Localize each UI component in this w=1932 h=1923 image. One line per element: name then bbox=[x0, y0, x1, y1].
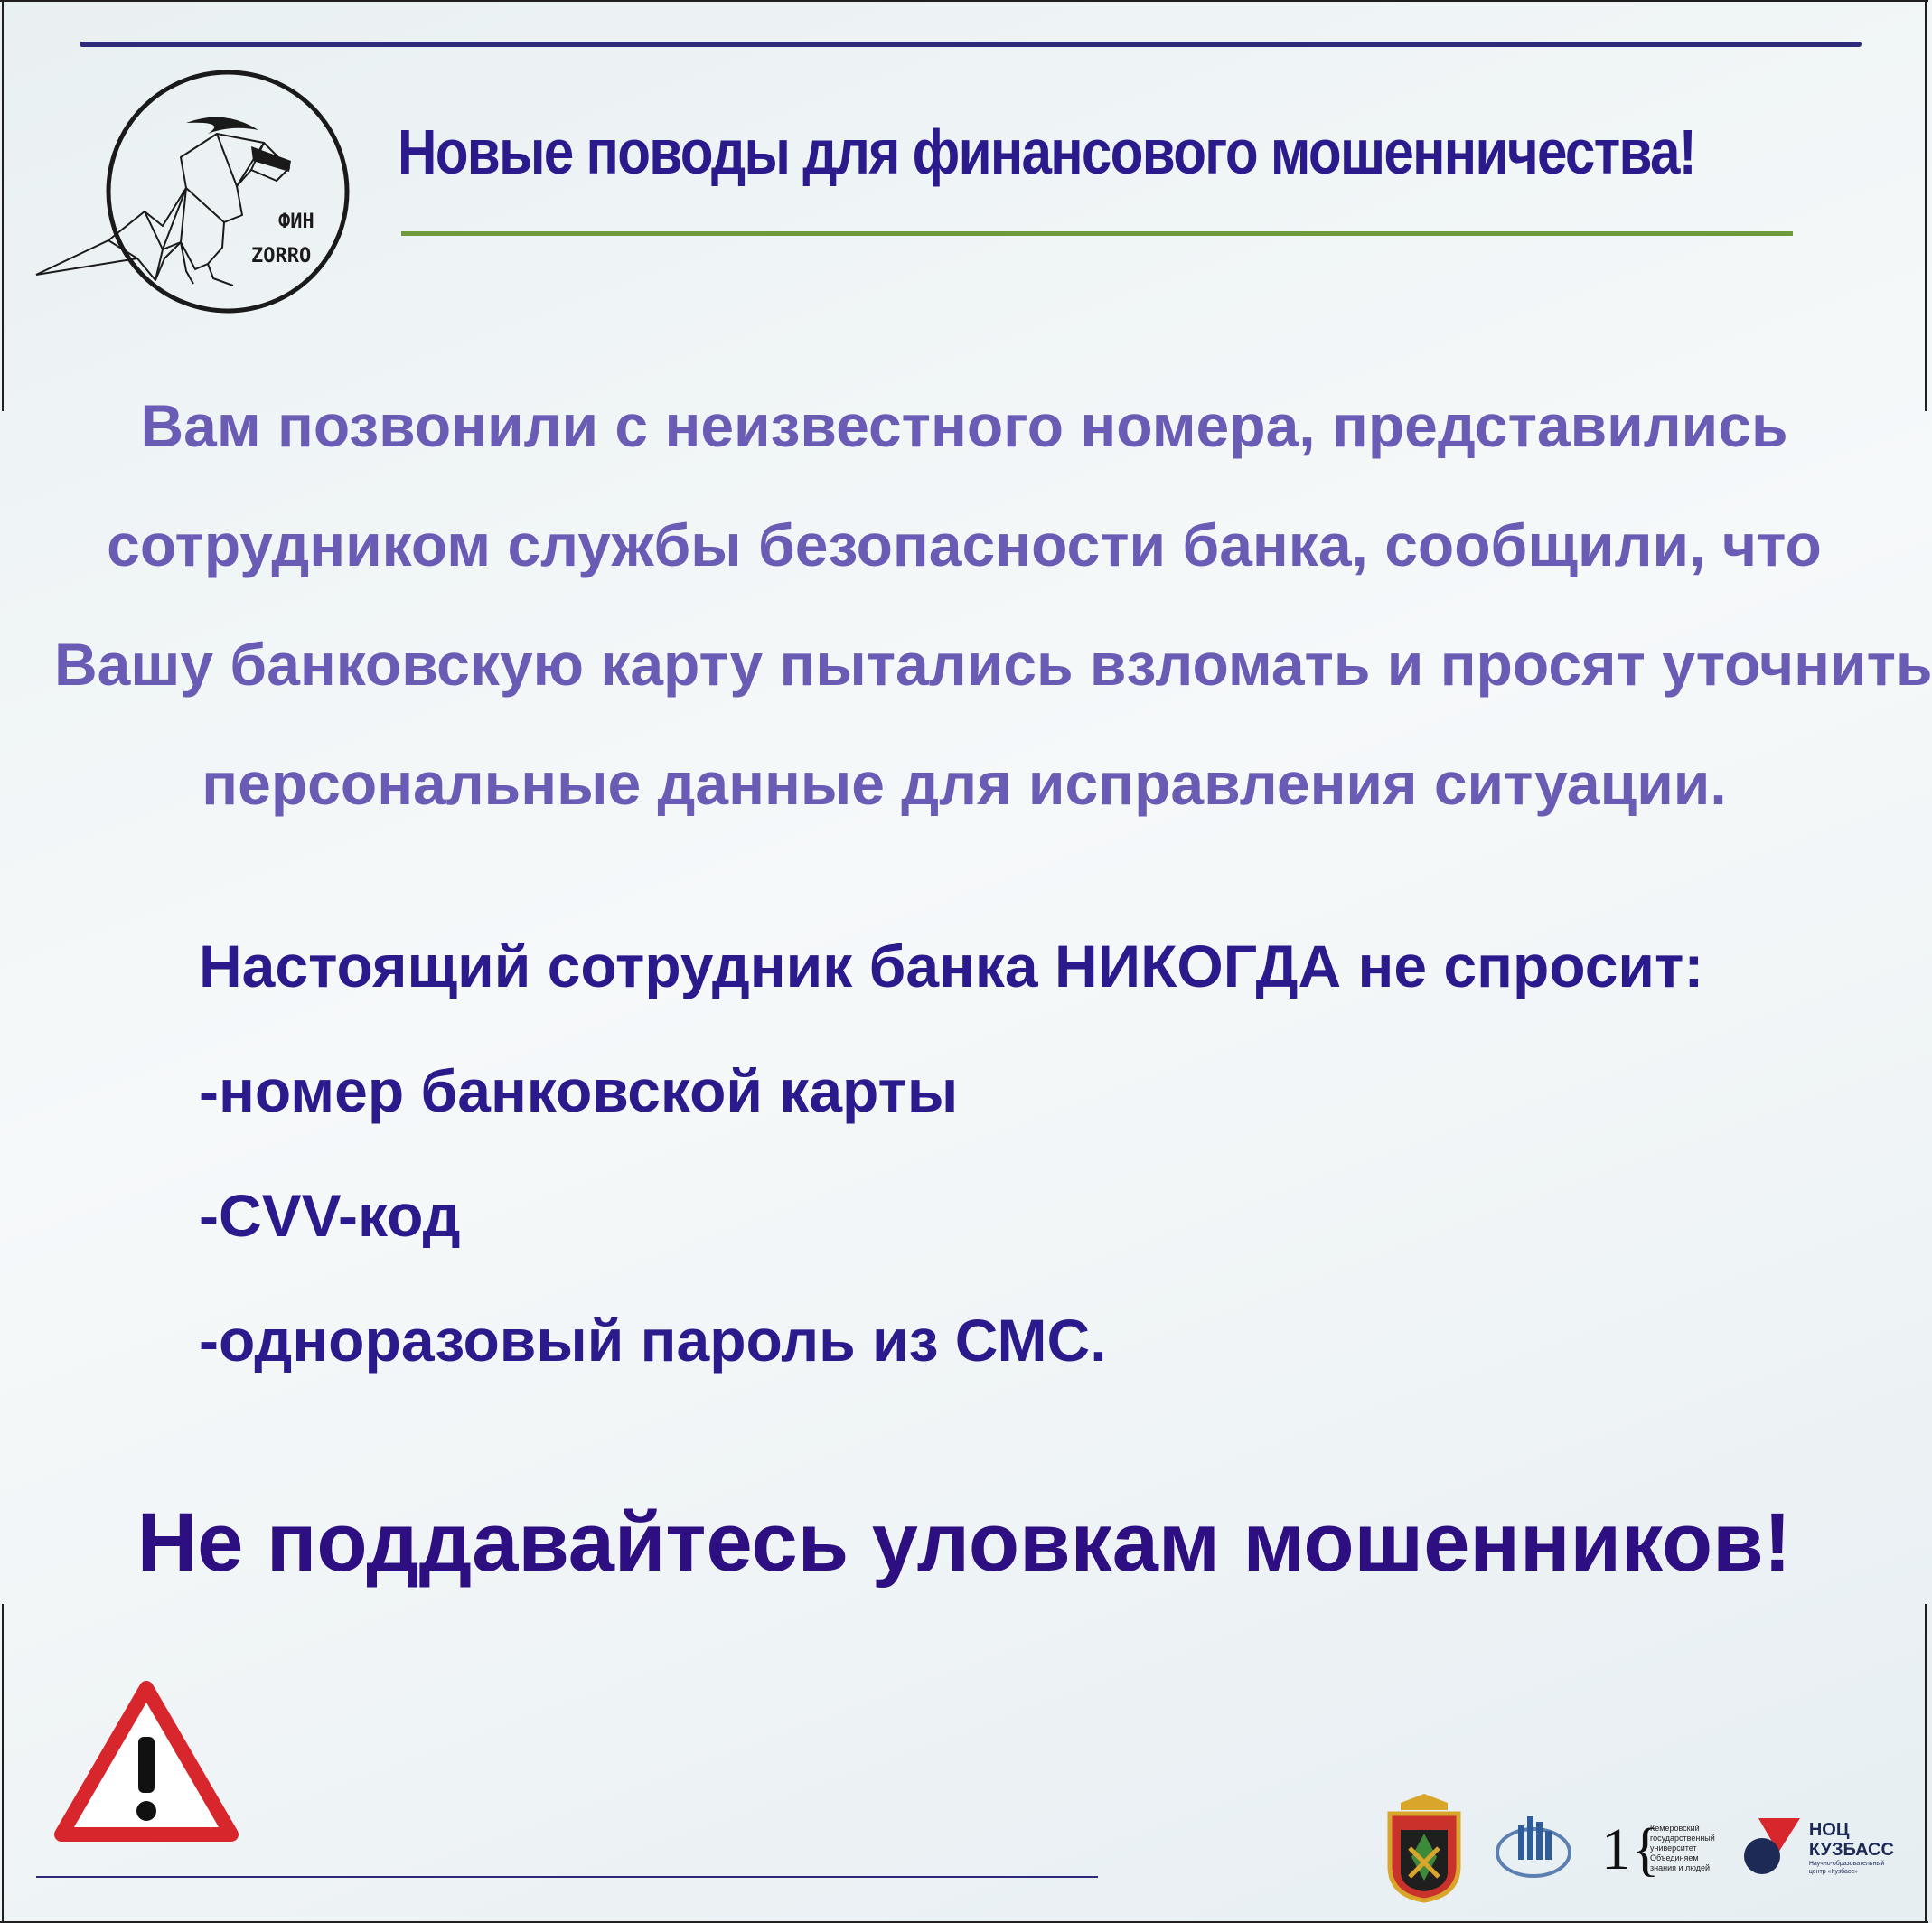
hair-icon bbox=[186, 117, 258, 134]
regional-center-logo-icon bbox=[1493, 1807, 1574, 1889]
partner-logos bbox=[1383, 1794, 1894, 1902]
frame-right-upper bbox=[1925, 0, 1927, 411]
noc-logo-icon bbox=[1742, 1816, 1802, 1880]
kemgu-text-line: университет bbox=[1650, 1843, 1697, 1853]
kemgu-logo bbox=[1601, 1816, 1715, 1880]
noc-subtitle: центр «Кузбасс» bbox=[1808, 1869, 1858, 1875]
kemgu-text-line: государственный bbox=[1650, 1833, 1715, 1843]
intro-line: персональные данные для исправления ситуации. bbox=[202, 750, 1727, 817]
noc-subtitle: Научно-образовательный bbox=[1808, 1861, 1885, 1867]
intro-line: Вашу банковскую карту пытались взломать и просят уточнить bbox=[54, 631, 1932, 698]
logo-text-line1: ФИН bbox=[278, 211, 314, 233]
bottom-rule bbox=[36, 1876, 1098, 1878]
noc-kuzbass-logo bbox=[1742, 1816, 1894, 1880]
intro-line: сотрудником службы безопасности банка, сообщили, что bbox=[107, 511, 1822, 578]
list-item: -CVV-код bbox=[199, 1182, 461, 1249]
slogan: Не поддавайтесь уловкам мошенников! bbox=[136, 1496, 1792, 1589]
frame-left-lower bbox=[2, 1604, 4, 1923]
noc-title: КУЗБАСС bbox=[1808, 1840, 1894, 1860]
list-item: -одноразовый пароль из СМС. bbox=[199, 1307, 1107, 1374]
logo-text-line2: ZORRO bbox=[251, 245, 312, 267]
frame-top bbox=[0, 0, 1928, 2]
page-title: Новые поводы для финансового мошенничества! bbox=[398, 117, 1696, 187]
warning-icon bbox=[56, 1681, 237, 1843]
frame-right-lower bbox=[1925, 1604, 1927, 1923]
noc-title: НОЦ bbox=[1808, 1820, 1850, 1840]
title-underline bbox=[401, 231, 1793, 236]
kemgu-text-line: знания и людей bbox=[1650, 1862, 1711, 1872]
kemgu-text-line: Объединяем bbox=[1650, 1853, 1699, 1862]
top-rule bbox=[80, 42, 1862, 47]
kemgu-text-line: Кемеровский bbox=[1650, 1823, 1700, 1833]
list-heading: Настоящий сотрудник банка НИКОГДА не спросит: bbox=[199, 933, 1704, 999]
kuzbass-coat-of-arms-icon bbox=[1383, 1794, 1466, 1902]
frame-left-upper bbox=[2, 0, 4, 411]
intro-line: Вам позвонили с неизвестного номера, представились bbox=[140, 392, 1788, 459]
list-item: -номер банковской карты bbox=[199, 1057, 959, 1124]
fin-zorro-logo bbox=[27, 70, 361, 324]
svg-text:1{: 1{ bbox=[1601, 1816, 1660, 1882]
intro-paragraph bbox=[54, 366, 1932, 843]
kemgu-logo-icon bbox=[1601, 1816, 1660, 1882]
never-asks-list bbox=[199, 904, 1825, 1402]
